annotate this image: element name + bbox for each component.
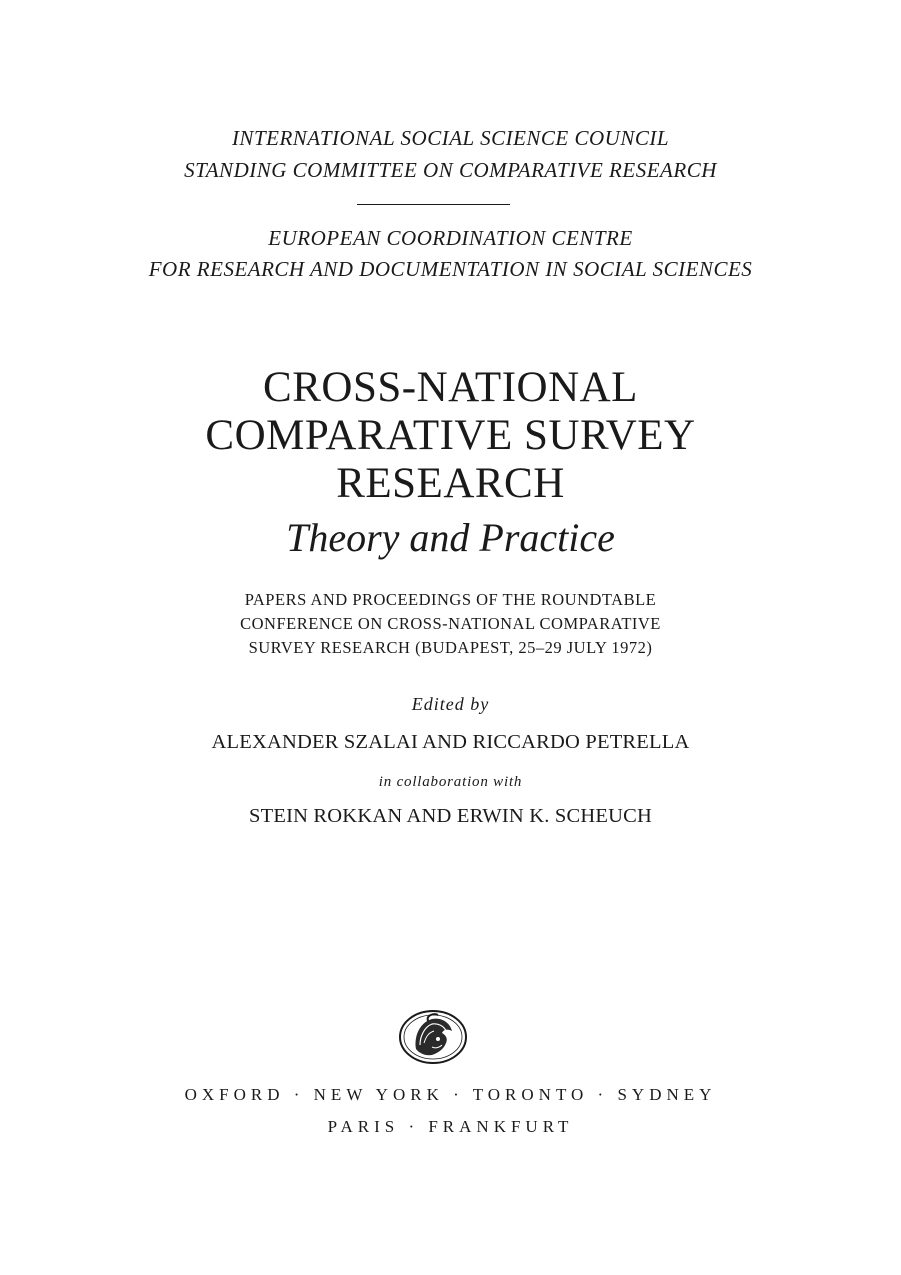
collaboration-label: in collaboration with [378, 774, 523, 790]
book-subtitle: Theory and Practice [286, 515, 615, 560]
edited-by-label: Edited by [411, 694, 490, 714]
committee-name: STANDING COMMITTEE ON COMPARATIVE RESEARCH [184, 158, 717, 182]
centre-name: EUROPEAN COORDINATION CENTRE [268, 226, 633, 250]
description-line-2: CONFERENCE ON CROSS-NATIONAL COMPARATIVE [240, 614, 661, 633]
publisher-places-line-1: OXFORD · NEW YORK · TORONTO · SYDNEY [184, 1085, 717, 1104]
collaborators-names: STEIN ROKKAN AND ERWIN K. SCHEUCH [249, 805, 652, 827]
publisher-places-line-2: PARIS · FRANKFURT [327, 1117, 574, 1136]
council-name: INTERNATIONAL SOCIAL SCIENCE COUNCIL [231, 126, 670, 150]
book-title-line-1: CROSS-NATIONAL [263, 364, 638, 411]
centre-subtitle: FOR RESEARCH AND DOCUMENTATION IN SOCIAL SCIENCES [148, 257, 753, 281]
book-title-line-3: RESEARCH [336, 460, 565, 507]
publisher-logo-icon [398, 1009, 468, 1065]
book-title-line-2: COMPARATIVE SURVEY [205, 412, 696, 459]
editors-names: ALEXANDER SZALAI AND RICCARDO PETRELLA [211, 731, 690, 753]
description-line-1: PAPERS AND PROCEEDINGS OF THE ROUNDTABLE [244, 590, 657, 609]
description-line-3: SURVEY RESEARCH (BUDAPEST, 25–29 JULY 1972) [248, 638, 653, 657]
header-divider [357, 204, 510, 205]
